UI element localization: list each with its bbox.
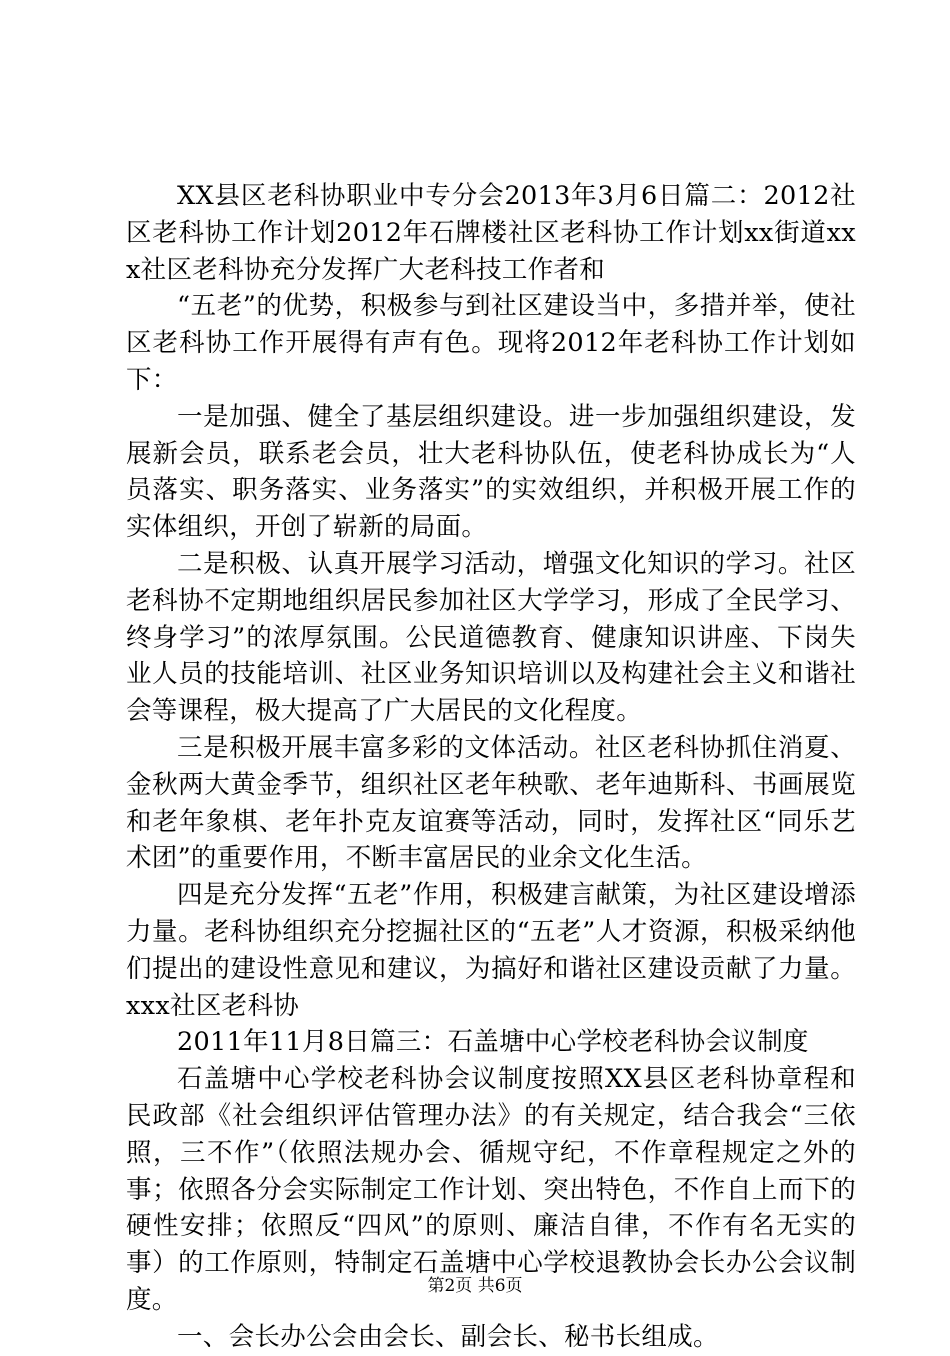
paragraph-8: 石盖塘中心学校老科协会议制度按照XX县区老科协章程和民政部《社会组织评估管理办法》的有关规定，结合我会“三依照，三不作”（依照法规办会、循规守纪，不作章程规定之外的事；依照各分会实际制定工作计划、突出特色，不作自上而下的硬性安排；依照反“四风”的原则、廉洁自律，不作有名无实的事）的工作原则，特制定石盖塘中心学校退教协会长办公会议制度。 <box>126 1064 856 1315</box>
paragraph-5: 三是积极开展丰富多彩的文体活动。社区老科协抓住消夏、金秋两大黄金季节，组织社区老年秧歌、老年迪斯科、书画展览和老年象棋、老年扑克友谊赛等活动，同时，发挥社区“同乐艺术团”的重要作用，不断丰富居民的业余文化生活。 <box>126 732 856 874</box>
paragraph-4: 二是积极、认真开展学习活动，增强文化知识的学习。社区老科协不定期地组织居民参加社区大学学习，形成了全民学习、终身学习”的浓厚氛围。公民道德教育、健康知识讲座、下岗失业人员的技能培训、社区业务知识培训以及构建社会主义和谐社会等课程，极大提高了广大居民的文化程度。 <box>126 548 856 727</box>
page-number-footer: 第2页 共6页 <box>427 1276 523 1296</box>
paragraph-2: “五老”的优势，积极参与到社区建设当中，多措并举，使社区老科协工作开展得有声有色。现将2012年老科协工作计划如下： <box>126 291 856 395</box>
paragraph-3: 一是加强、健全了基层组织建设。进一步加强组织建设，发展新会员，联系老会员，壮大老科协队伍，使老科协成长为“人员落实、职务落实、业务落实”的实效组织，并积极开展工作的实体组织，开创了崭新的局面。 <box>126 401 856 543</box>
paragraph-9: 一、会长办公会由会长、副会长、秘书长组成。 <box>177 1321 719 1352</box>
paragraph-6: 四是充分发挥“五老”作用，积极建言献策，为社区建设增添力量。老科协组织充分挖掘社区的“五老”人才资源，积极采纳他们提出的建设性意见和建议，为搞好和谐社区建设贡献了力量。xxx社区老科协 <box>126 880 856 1021</box>
document-body <box>126 178 856 1356</box>
paragraph-7: 2011年11月8日篇三：石盖塘中心学校老科协会议制度 <box>177 1027 809 1058</box>
paragraph-1: XX县区老科协职业中专分会2013年3月6日篇二：2012社区老科协工作计划2012年石牌楼社区老科协工作计划xx街道xxx社区老科协充分发挥广大老科技工作者和 <box>126 181 856 285</box>
